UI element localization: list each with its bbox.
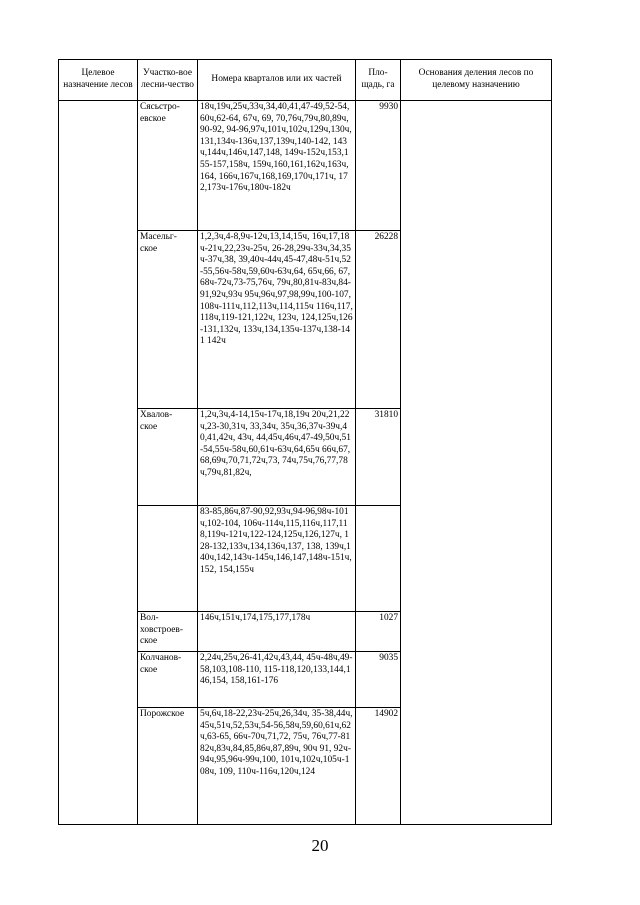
area-cell: 1027 — [356, 612, 401, 652]
forestry-name-line: Колчанов- — [140, 653, 182, 663]
forestry-name-cell — [138, 409, 198, 506]
header-forestry: Участко-вое лесни-чество — [138, 60, 198, 101]
forestry-name-line: Сясьстро- — [140, 102, 180, 112]
table-header-row — [59, 60, 552, 101]
forestry-name-line: ское — [140, 636, 158, 647]
forestry-name-line: евское — [140, 113, 166, 124]
quarters-cell: 146ч,151ч,174,175,177,178ч — [198, 612, 356, 652]
quarters-cell: 83-85,86ч,87-90,92,93ч,94-96,98ч-101ч,102-104, 106ч-114ч,115,116ч,117,118,119ч-121ч,122-124,125ч,126,127ч, 128-132,133ч,134,136ч,137, 138, 139ч,140ч,142,143ч-145ч,146,147,148ч-151ч,152, 154,155ч — [198, 506, 356, 612]
table-row — [59, 101, 552, 231]
forestry-name-cell — [138, 506, 198, 612]
area-cell: 9035 — [356, 652, 401, 708]
table-body — [59, 101, 552, 825]
area-cell: 9930 — [356, 101, 401, 231]
forestry-name-cell — [138, 652, 198, 708]
header-quarters: Номера кварталов или их частей — [198, 60, 356, 101]
forestry-name-cell — [138, 231, 198, 409]
area-cell — [356, 506, 401, 612]
forestry-name-line: Хвалов- — [140, 410, 173, 420]
basis-cell — [401, 101, 552, 825]
forestry-name-line: Порожское — [140, 709, 185, 719]
forestry-name-cell — [138, 612, 198, 652]
quarters-cell: 2,24ч,25ч,26-41,42ч,43,44, 45ч-48ч,49-58,103,108-110, 115-118,120,133,144,146,154, 158,161-176 — [198, 652, 356, 708]
header-basis: Основания деления лесов по целевому назначению — [401, 60, 552, 101]
quarters-cell: 1,2,3ч,4-8,9ч-12ч,13,14,15ч, 16ч,17,18ч-21ч,22,23ч-25ч, 26-28,29ч-33ч,34,35ч-37ч,38, 39,40ч-44ч,45-47,48ч-51ч,52-55,56ч-58ч,59,60ч-63ч,64, 65ч,66, 67,68ч-72ч,73-75,76ч, 79ч,80,81ч-83ч,84-91,92ч,93ч 95ч,96ч,97,98,99ч,100-107, 108ч-111ч,112,113ч,114,115ч 116ч,117,118ч,119-121,122ч, 123ч, 124,125ч,126-131,132ч, 133ч,134,135ч-137ч,138-141 142ч — [198, 231, 356, 409]
forestry-name-line: Вол- — [140, 613, 159, 623]
forestry-name-line: ское — [140, 243, 158, 254]
quarters-cell: 1,2ч,3ч,4-14,15ч-17ч,18,19ч 20ч,21,22ч,23-30,31ч, 33,34ч, 35ч,36,37ч-39ч,40,41,42ч, 43ч, 44,45ч,46ч,47-49,50ч,51-54,55ч-58ч,60,61ч-63ч,64,65ч 66ч,67,68,69ч,70,71,72ч,73, 74ч,75ч,76,77,78ч,79ч,81,82ч, — [198, 409, 356, 506]
area-cell: 26228 — [356, 231, 401, 409]
area-cell: 31810 — [356, 409, 401, 506]
purpose-cell — [59, 101, 138, 825]
forestry-name-cell — [138, 101, 198, 231]
quarters-cell: 5ч,6ч,18-22,23ч-25ч,26,34ч, 35-38,44ч,45ч,51ч,52,53ч,54-56,58ч,59,60,61ч,62ч,63-65, 66ч-70ч,71,72, 75ч, 76ч,77-81 82ч,83ч,84,85,86ч,87,89ч, 90ч 91, 92ч-94ч,95,96ч-99ч,100, 101ч,102ч,105ч-108ч, 109, 110ч-116ч,120ч,124 — [198, 708, 356, 825]
page-number: 20 — [311, 836, 329, 855]
forestry-name-line: ховстроев- — [140, 624, 183, 635]
forestry-name-cell — [138, 708, 198, 825]
forestry-name-line: ское — [140, 421, 158, 432]
quarters-cell: 18ч,19ч,25ч,33ч,34,40,41,47-49,52-54,60ч,62-64, 67ч, 69, 70,76ч,79ч,80,89ч,90-92, 94-96,97ч,101ч,102ч,129ч,130ч, 131,134ч-136ч,137,139ч,140-142, 143ч,144ч,146ч,147,148, 149ч-152ч,153,155-157,158ч, 159ч,160,161,162ч,163ч,164, 166ч,167ч,168,169,170ч,171ч, 172,173ч-176ч,180ч-182ч — [198, 101, 356, 231]
header-purpose: Целевое назначение лесов — [59, 60, 138, 101]
forestry-name-line: Масельг- — [140, 232, 177, 242]
header-area: Пло-щадь, га — [356, 60, 401, 101]
forestry-name-line: ское — [140, 664, 158, 675]
forest-quarters-table — [58, 59, 552, 825]
area-cell: 14902 — [356, 708, 401, 825]
